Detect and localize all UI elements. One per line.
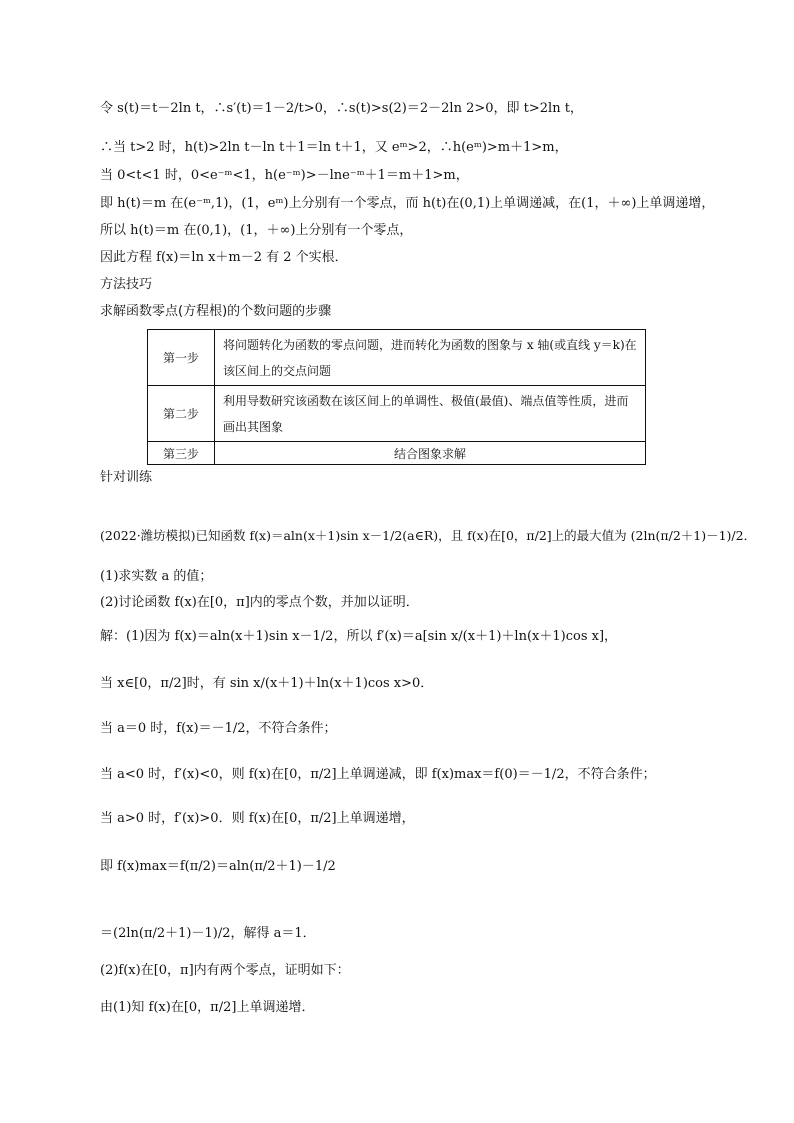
solution-line-4: 当 a<0 时，f′(x)<0，则 f(x)在[0，π/2]上单调递减，即 f(x)max＝f(0)＝－1/2，不符合条件； [100,767,656,782]
method-heading: 方法技巧 [100,277,153,292]
solution-line-3: 当 a＝0 时，f(x)＝－1/2，不符合条件； [100,721,337,736]
problem-statement: (2022·潍坊模拟)已知函数 f(x)＝aln(x＋1)sin x－1/2(a∈R)，且 f(x)在[0，π/2]上的最大值为 (2ln(π/2＋1)－1)/2． [100,528,757,543]
solution-line-9: 由(1)知 f(x)在[0，π/2]上单调递增． [100,1000,315,1015]
steps-table [147,329,646,465]
solution-line-5: 当 a>0 时，f′(x)>0．则 f(x)在[0，π/2]上单调递增， [100,811,415,826]
method-subheading: 求解函数零点(方程根)的个数问题的步骤 [100,304,332,319]
text-line-2: ∴当 t>2 时，h(t)>2ln t－ln t＋1＝ln t＋1，又 eᵐ>2，∴h(eᵐ)>m＋1>m， [100,140,568,155]
text-line-5: 所以 h(t)＝m 在(0,1)，(1，＋∞)上分别有一个零点， [100,223,413,238]
table-row [148,330,646,386]
table-row [148,442,646,465]
step-description: 将问题转化为函数的零点问题，进而转化为函数的图象与 x 轴(或直线 y＝k)在该区间上的交点问题 [215,330,646,386]
step-label: 第一步 [148,330,215,386]
question-1: (1)求实数 a 的值； [100,569,213,584]
question-2: (2)讨论函数 f(x)在[0，π]内的零点个数，并加以证明． [100,595,419,610]
text-line-3: 当 0<t<1 时，0<e⁻ᵐ<1，h(e⁻ᵐ)>－lne⁻ᵐ＋1＝m＋1>m， [100,168,469,183]
solution-line-6: 即 f(x)max＝f(π/2)＝aln(π/2＋1)－1/2 [100,859,336,874]
solution-line-8: (2)f(x)在[0，π]内有两个零点，证明如下： [100,963,350,978]
step-description: 结合图象求解 [215,442,646,465]
step-description: 利用导数研究该函数在该区间上的单调性、极值(最值)、端点值等性质，进而画出其图象 [215,386,646,442]
solution-line-1: 解：(1)因为 f(x)＝aln(x＋1)sin x－1/2，所以 f′(x)＝a[sin x/(x＋1)＋ln(x＋1)cos x]， [100,629,618,644]
solution-line-7: ＝(2ln(π/2＋1)－1)/2，解得 a＝1． [100,926,316,941]
text-line-6: 因此方程 f(x)＝ln x＋m－2 有 2 个实根． [100,250,348,265]
step-label: 第三步 [148,442,215,465]
text-line-4: 即 h(t)＝m 在(e⁻ᵐ,1)，(1，eᵐ)上分别有一个零点，而 h(t)在(0,1)上单调递减，在(1，＋∞)上单调递增， [100,196,715,211]
training-heading: 针对训练 [100,470,153,485]
solution-line-2: 当 x∈[0，π/2]时，有 sin x/(x＋1)＋ln(x＋1)cos x>0． [100,676,434,691]
step-label: 第二步 [148,386,215,442]
table-row [148,386,646,442]
text-line-1: 令 s(t)＝t－2ln t，∴s′(t)＝1－2/t>0，∴s(t)>s(2)＝2－2ln 2>0，即 t>2ln t， [100,101,583,116]
